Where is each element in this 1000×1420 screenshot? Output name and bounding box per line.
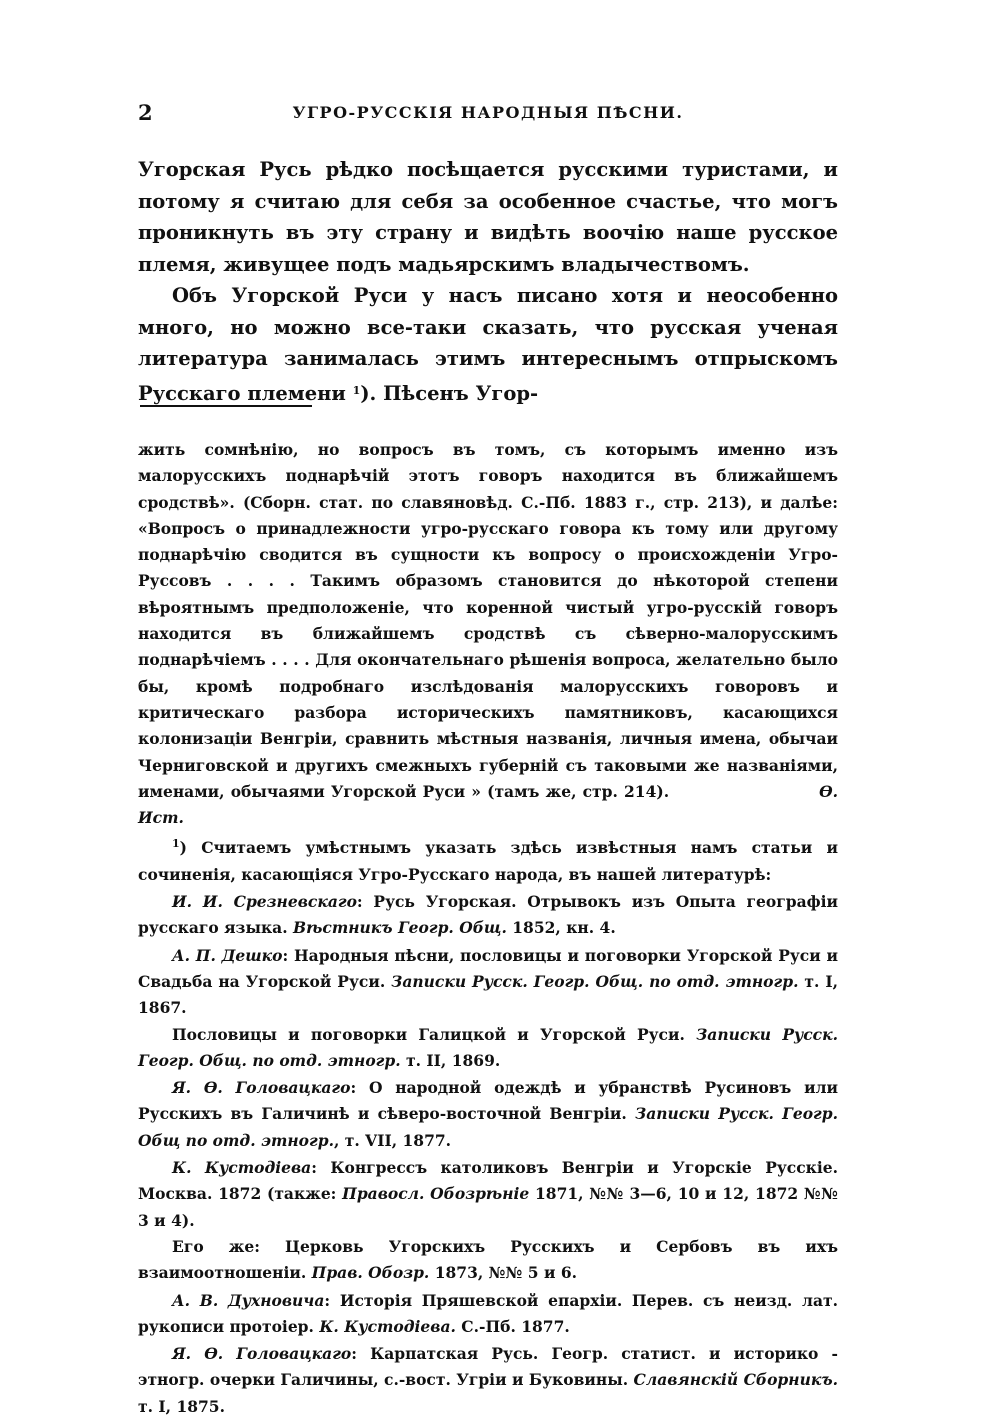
- page-header: [138, 100, 838, 130]
- footnote-signature: Ѳ. Ист.: [138, 781, 838, 828]
- footnote-continuation: [138, 437, 838, 831]
- reference-tail: 1873, №№ 5 и 6.: [429, 1263, 578, 1283]
- footnote-1-text: ) Считаемъ умѣстнымъ указать здѣсь извѣстныя намъ статьи и сочиненія, касающіяся Угро-Русскаго народа, въ нашей литературѣ:: [138, 838, 838, 884]
- paragraph-2: [138, 280, 838, 409]
- reference-tail: т. I, 1875.: [138, 1396, 225, 1416]
- reference-text: : О народной одеждѣ и убранствѣ Русиновъ или Русскихъ въ Галичинѣ и сѣверо-восточной Венгріи.: [138, 1078, 839, 1124]
- reference-author: К. Кустодіева: [172, 1158, 312, 1178]
- reference-text: : Исторія Пряшевской епархіи. Перев. съ неизд. лат. рукописи протоіер.: [138, 1290, 838, 1336]
- reference-author: Я. Ѳ. Головацкаго: [172, 1078, 351, 1098]
- reference-source: Записки Русск. Геогр. Общ. по отд. этногр.: [391, 971, 799, 991]
- paragraph-1: Угорская Русь рѣдко посѣщается русскими туристами, и потому я считаю для себя за особенное счастье, что могъ проникнуть въ эту страну и видѣть воочію наше русское племя, живущее подъ мадьярскимъ владычествомъ.: [138, 158, 838, 276]
- footnote-divider: [140, 405, 312, 407]
- reference-item: [138, 889, 838, 942]
- reference-author: А. В. Духновича: [172, 1290, 325, 1310]
- reference-text: : Русь Угорская. Отрывокъ изъ Опыта географіи русскаго языка.: [138, 892, 838, 938]
- paragraph-2-text: Объ Угорской Руси у насъ писано хотя и неособенно много, но можно все-таки сказать, что русская ученая литература занималась этимъ интереснымъ отпрыскомъ Русскаго племени: [138, 284, 838, 405]
- reference-source: Вѣстникъ Геогр. Общ.: [293, 918, 507, 938]
- reference-author: Я. Ѳ. Головацкаго: [172, 1344, 352, 1364]
- reference-text: : Народныя пѣсни, пословицы и поговорки Угорской Руси и Свадьба на Угорской Руси.: [138, 945, 838, 991]
- reference-source: К. Кустодіева.: [319, 1316, 456, 1336]
- footnote-mark: 1: [352, 383, 361, 397]
- reference-source: Славянскій Сборникъ.: [633, 1370, 838, 1390]
- main-text: [138, 154, 838, 409]
- running-title: УГРО-РУССКІЯ НАРОДНЫЯ ПѢСНИ.: [292, 103, 684, 122]
- footnote-1-mark: 1: [172, 837, 180, 851]
- reference-source: Записки Русск. Геогр. Общ. по отд. этногр.: [138, 1024, 839, 1070]
- footnote-continuation-text: жить сомнѣнію, но вопросъ въ томъ, съ которымъ именно изъ малорусскихъ поднарѣчій этотъ говоръ находится въ ближайшемъ сродствѣ». (Сборн. стат. по славяновѣд. С.-Пб. 1883 г., стр. 213), и далѣе: «Вопросъ о принадлежности угро-русскаго говора къ тому или другому поднарѣчію сводится въ сущности къ вопросу о происхожденіи Угро-Руссовъ . . . . Такимъ образомъ становится до нѣкоторой степени вѣроятнымъ предположеніе, что коренной чистый угро-русскій говоръ находится въ ближайшемъ сродствѣ съ сѣверно-малорусскимъ поднарѣчіемъ . . . . Для окончательнаго рѣшенія вопроса, желательно было бы, кромѣ подробнаго изслѣдованія малорусскихъ говоровъ и критическаго разбора историческихъ памятниковъ, касающихся колонизаціи Венгріи, сравнить мѣстныя названія, личныя имена, обычаи Черниговской и другихъ смежныхъ губерній съ таковыми же названіями, именами, обычаями Угорской Руси » (тамъ же, стр. 214).: [138, 440, 838, 801]
- reference-author: А. П. Дешко: [172, 945, 283, 965]
- reference-item: [138, 1022, 838, 1075]
- reference-item: [138, 1075, 838, 1154]
- reference-tail: т. II, 1869.: [400, 1050, 501, 1070]
- reference-tail: 1871, №№ 3—6, 10 и 12, 1872 №№ 3 и 4).: [138, 1184, 838, 1230]
- reference-tail: т. I, 1867.: [138, 971, 838, 1018]
- reference-tail: С.-Пб. 1877.: [455, 1316, 570, 1336]
- reference-item: [138, 1288, 838, 1341]
- reference-tail: 1852, кн. 4.: [506, 918, 616, 938]
- reference-item: [138, 943, 838, 1022]
- footnotes: [138, 437, 838, 1420]
- page-number: 2: [138, 100, 153, 125]
- reference-source: Записки Русск. Геогр. Общ по отд. этногр.: [138, 1104, 838, 1150]
- reference-author: И. И. Срезневскаго: [172, 892, 357, 912]
- reference-item: [138, 1155, 838, 1234]
- reference-source: Прав. Обозр.: [311, 1263, 430, 1283]
- reference-text: Его же: Церковь Угорскихъ Русскихъ и Сербовъ въ ихъ взаимоотношеніи.: [138, 1236, 838, 1283]
- reference-item: [138, 1234, 838, 1287]
- reference-text: Пословицы и поговорки Галицкой и Угорской Руси.: [172, 1024, 697, 1044]
- reference-source: Правосл. Обозрѣніе: [342, 1184, 530, 1204]
- reference-text: : Конгрессъ католиковъ Венгріи и Угорскіе Русскіе. Москва. 1872 (также:: [138, 1158, 839, 1204]
- reference-item: [138, 1341, 838, 1420]
- paragraph-2-tail: ). Пѣсенъ Угор-: [360, 381, 539, 405]
- reference-text: : Карпатская Русь. Геогр. статист. и историко - этногр. очерки Галичины, с.-вост. Угріи и Буковины.: [138, 1344, 838, 1390]
- reference-tail: , т. VII, 1877.: [333, 1130, 452, 1150]
- footnote-1: [138, 831, 838, 888]
